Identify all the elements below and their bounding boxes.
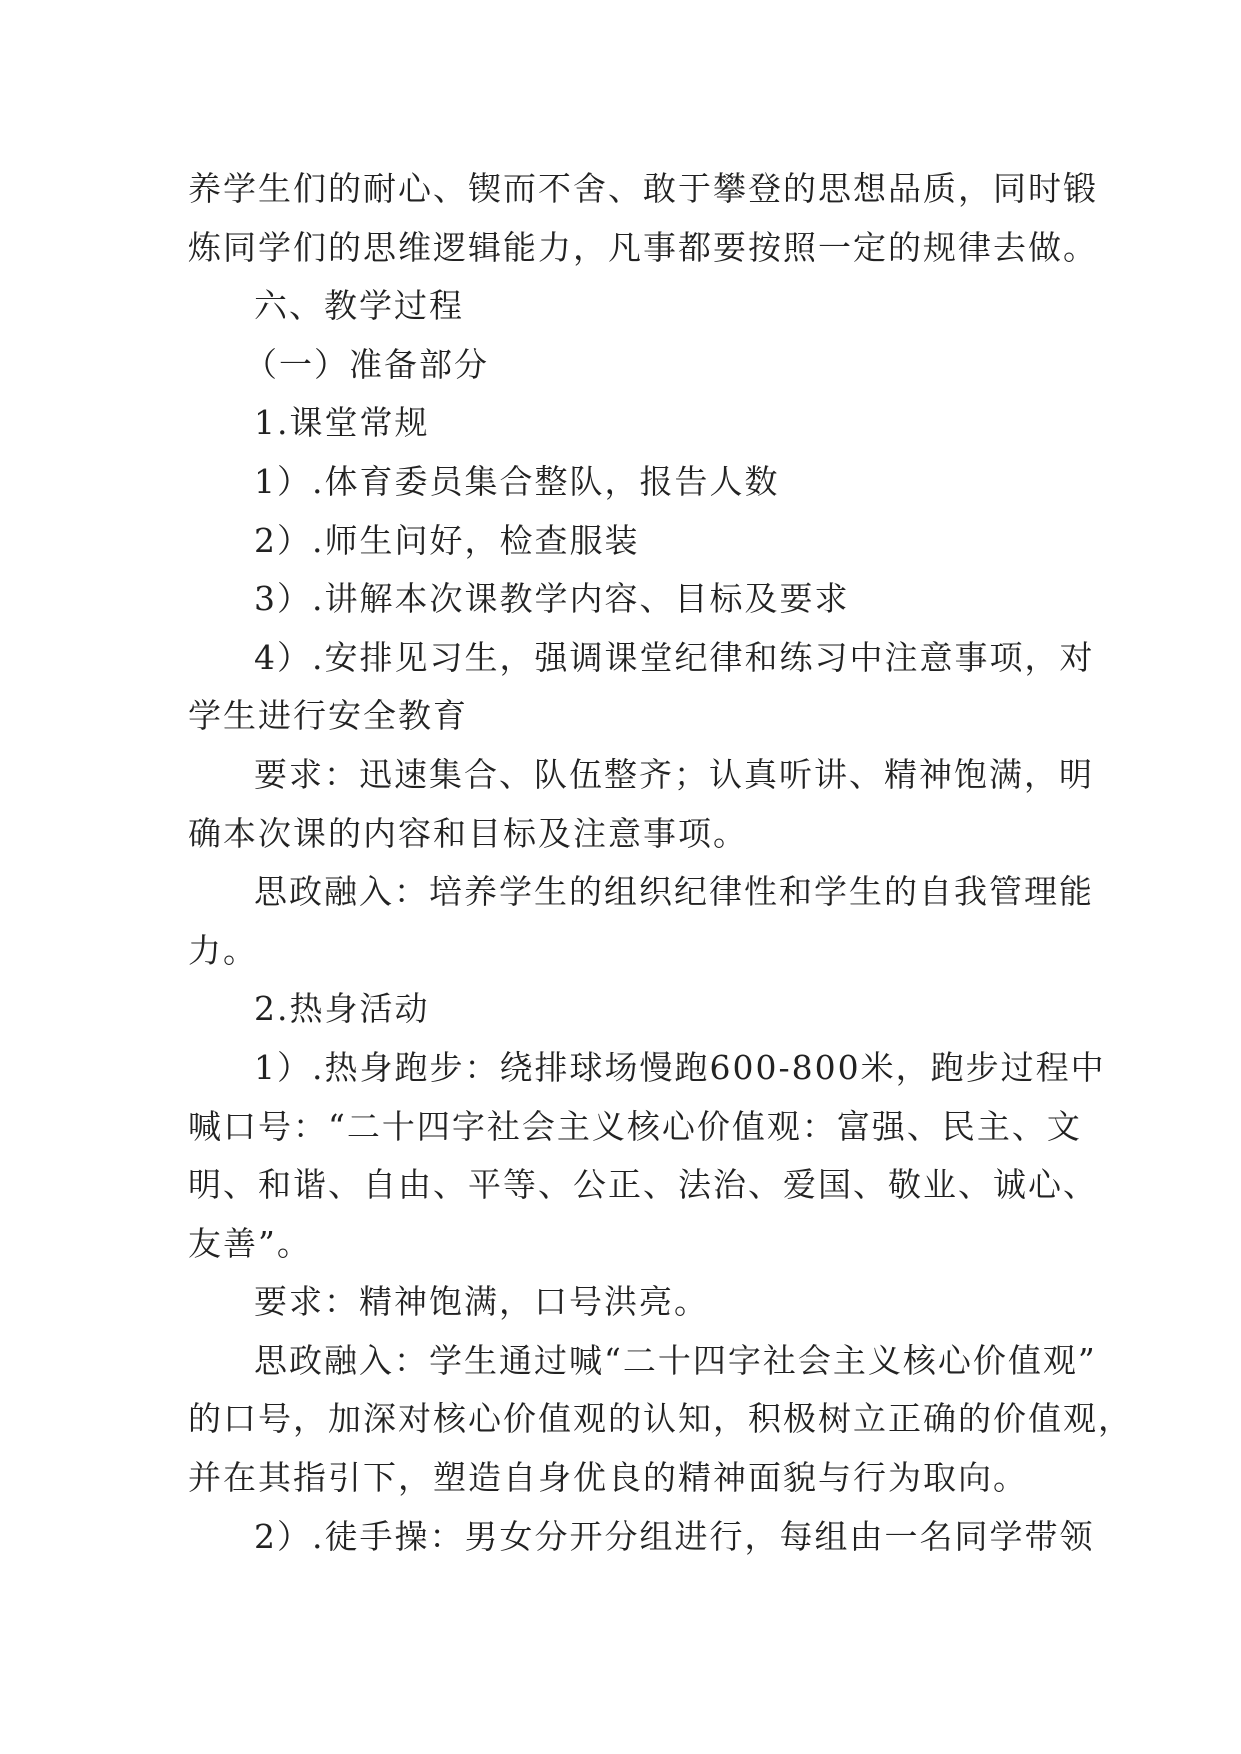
- text-line: 并在其指引下，塑造自身优良的精神面貌与行为取向。: [188, 1458, 1028, 1498]
- text-line: 4）.安排见习生，强调课堂纪律和练习中注意事项，对: [254, 637, 1095, 677]
- text-line: 养学生们的耐心、锲而不舍、敢于攀登的思想品质，同时锻: [188, 169, 1098, 208]
- text-line: 要求：精神饱满，口号洪亮。: [254, 1282, 709, 1322]
- text-line: 的口号，加深对核心价值观的认知，积极树立正确的价值观，: [188, 1399, 1133, 1439]
- item-heading: 2.热身活动: [254, 989, 430, 1029]
- text-line: 2）.师生问好，检查服装: [254, 520, 640, 560]
- item-heading: 1.课堂常规: [254, 403, 430, 443]
- text-line: 友善”。: [188, 1223, 312, 1263]
- text-line: 炼同学们的思维逻辑能力，凡事都要按照一定的规律去做。: [188, 227, 1098, 267]
- text-line: 学生进行安全教育: [188, 696, 468, 736]
- text-line: 思政融入：培养学生的组织纪律性和学生的自我管理能: [254, 872, 1094, 912]
- section-heading: 六、教学过程: [254, 286, 464, 326]
- text-line: 喊口号：“二十四字社会主义核心价值观：富强、民主、文: [188, 1106, 1082, 1146]
- text-line: 确本次课的内容和目标及注意事项。: [188, 813, 748, 853]
- text-line: 1）.体育委员集合整队，报告人数: [254, 461, 780, 501]
- text-line: 明、和谐、自由、平等、公正、法治、爱国、敬业、诚心、: [188, 1165, 1098, 1205]
- text-line: 1）.热身跑步：绕排球场慢跑600-800米，跑步过程中: [254, 1047, 1106, 1087]
- text-line: 2）.徒手操：男女分开分组进行，每组由一名同学带领: [254, 1516, 1095, 1556]
- text-line: 力。: [188, 930, 258, 970]
- body-text: [188, 160, 1133, 1566]
- text-line: 要求：迅速集合、队伍整齐；认真听讲、精神饱满，明: [254, 754, 1094, 794]
- text-line: 3）.讲解本次课教学内容、目标及要求: [254, 579, 850, 619]
- text-line: 思政融入：学生通过喊“二十四字社会主义核心价值观”: [254, 1340, 1097, 1380]
- subsection-heading: （一）准备部分: [244, 344, 489, 384]
